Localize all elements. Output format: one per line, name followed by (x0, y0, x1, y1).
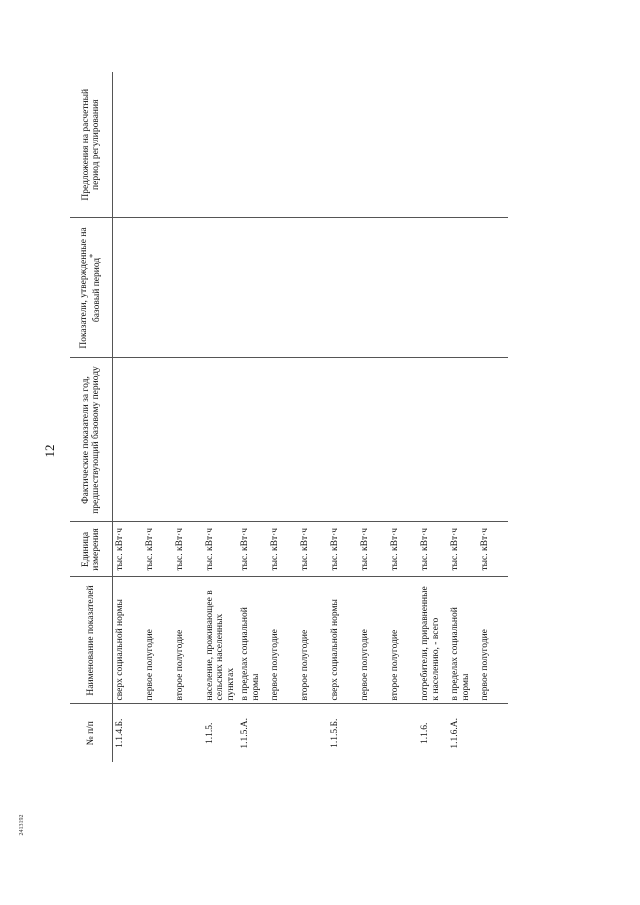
row-num: 1.1.6. (418, 704, 448, 762)
table-row (143, 72, 173, 762)
row-num: 1.1.5. (203, 704, 238, 762)
row-name: потребители, приравненные к населению, - всего (418, 577, 448, 704)
row-num (478, 704, 508, 762)
row-approved (113, 218, 144, 358)
row-unit: тыс. кВт·ч (478, 522, 508, 577)
row-num: 1.1.6.А. (448, 704, 478, 762)
row-actual (113, 358, 144, 522)
row-unit: тыс. кВт·ч (113, 522, 144, 577)
table-row (388, 72, 418, 762)
row-actual (173, 358, 203, 522)
row-num (358, 704, 388, 762)
row-name: второе полугодие (173, 577, 203, 704)
header-name: Наименование показателей (70, 577, 113, 704)
table-row (328, 72, 358, 762)
row-num (298, 704, 328, 762)
row-approved (328, 218, 358, 358)
table-row (113, 72, 144, 762)
row-approved (238, 218, 268, 358)
table-body (113, 72, 509, 762)
row-proposal (328, 72, 358, 218)
row-name: в пределах социальной нормы (238, 577, 268, 704)
row-approved (143, 218, 173, 358)
row-actual (418, 358, 448, 522)
row-num (268, 704, 298, 762)
row-approved (478, 218, 508, 358)
row-approved (268, 218, 298, 358)
header-approved (70, 218, 113, 358)
row-proposal (238, 72, 268, 218)
header-num: № п/п (70, 704, 113, 762)
row-unit: тыс. кВт·ч (328, 522, 358, 577)
row-approved (358, 218, 388, 358)
row-unit: тыс. кВт·ч (268, 522, 298, 577)
header-approved-text: Показатели, утвержденные на базовый период (78, 227, 103, 349)
row-proposal (298, 72, 328, 218)
row-proposal (388, 72, 418, 218)
row-actual (238, 358, 268, 522)
table-row (238, 72, 268, 762)
row-num (173, 704, 203, 762)
table-row (418, 72, 448, 762)
row-proposal (418, 72, 448, 218)
row-name: сверх социальной нормы (328, 577, 358, 704)
row-approved (203, 218, 238, 358)
table-row (173, 72, 203, 762)
row-actual (328, 358, 358, 522)
row-proposal (203, 72, 238, 218)
row-name: первое полугодие (478, 577, 508, 704)
row-actual (478, 358, 508, 522)
row-name: второе полугодие (298, 577, 328, 704)
table-row (478, 72, 508, 762)
row-approved (388, 218, 418, 358)
table-row (203, 72, 238, 762)
header-actual: Фактические показатели за год, предшествующий базовому периоду (70, 358, 113, 522)
row-proposal (268, 72, 298, 218)
footnote-mark: * (88, 253, 98, 258)
row-approved (173, 218, 203, 358)
row-num (143, 704, 173, 762)
row-unit: тыс. кВт·ч (143, 522, 173, 577)
row-actual (203, 358, 238, 522)
indicators-table (70, 72, 508, 762)
table-row (358, 72, 388, 762)
row-proposal (173, 72, 203, 218)
table-row (298, 72, 328, 762)
header-unit: Единица измерения (70, 522, 113, 577)
row-unit: тыс. кВт·ч (388, 522, 418, 577)
row-unit: тыс. кВт·ч (238, 522, 268, 577)
row-proposal (478, 72, 508, 218)
row-name: сверх социальной нормы (113, 577, 144, 704)
row-name: первое полугодие (143, 577, 173, 704)
row-name: население, проживающее в сельских населенных пунктах (203, 577, 238, 704)
table-header-row (70, 72, 113, 762)
row-actual (268, 358, 298, 522)
row-approved (448, 218, 478, 358)
row-actual (298, 358, 328, 522)
row-proposal (143, 72, 173, 218)
row-actual (358, 358, 388, 522)
row-num: 1.1.5.А. (238, 704, 268, 762)
row-actual (388, 358, 418, 522)
row-unit: тыс. кВт·ч (418, 522, 448, 577)
row-proposal (358, 72, 388, 218)
page-number: 12 (42, 444, 57, 458)
row-actual (143, 358, 173, 522)
row-unit: тыс. кВт·ч (173, 522, 203, 577)
table-row (268, 72, 298, 762)
footer-code: 2413192 (19, 814, 25, 836)
header-proposal: Предложения на расчетный период регулирования (70, 72, 113, 218)
row-unit: тыс. кВт·ч (203, 522, 238, 577)
row-actual (448, 358, 478, 522)
row-num: 1.1.5.Б. (328, 704, 358, 762)
rotated-table-container (70, 72, 491, 762)
row-name: в пределах социальной нормы (448, 577, 478, 704)
row-approved (418, 218, 448, 358)
row-unit: тыс. кВт·ч (448, 522, 478, 577)
row-unit: тыс. кВт·ч (358, 522, 388, 577)
row-proposal (448, 72, 478, 218)
row-num (388, 704, 418, 762)
row-unit: тыс. кВт·ч (298, 522, 328, 577)
row-proposal (113, 72, 144, 218)
row-name: первое полугодие (358, 577, 388, 704)
row-num: 1.1.4.Б. (113, 704, 144, 762)
table-row (448, 72, 478, 762)
row-approved (298, 218, 328, 358)
row-name: первое полугодие (268, 577, 298, 704)
row-name: второе полугодие (388, 577, 418, 704)
